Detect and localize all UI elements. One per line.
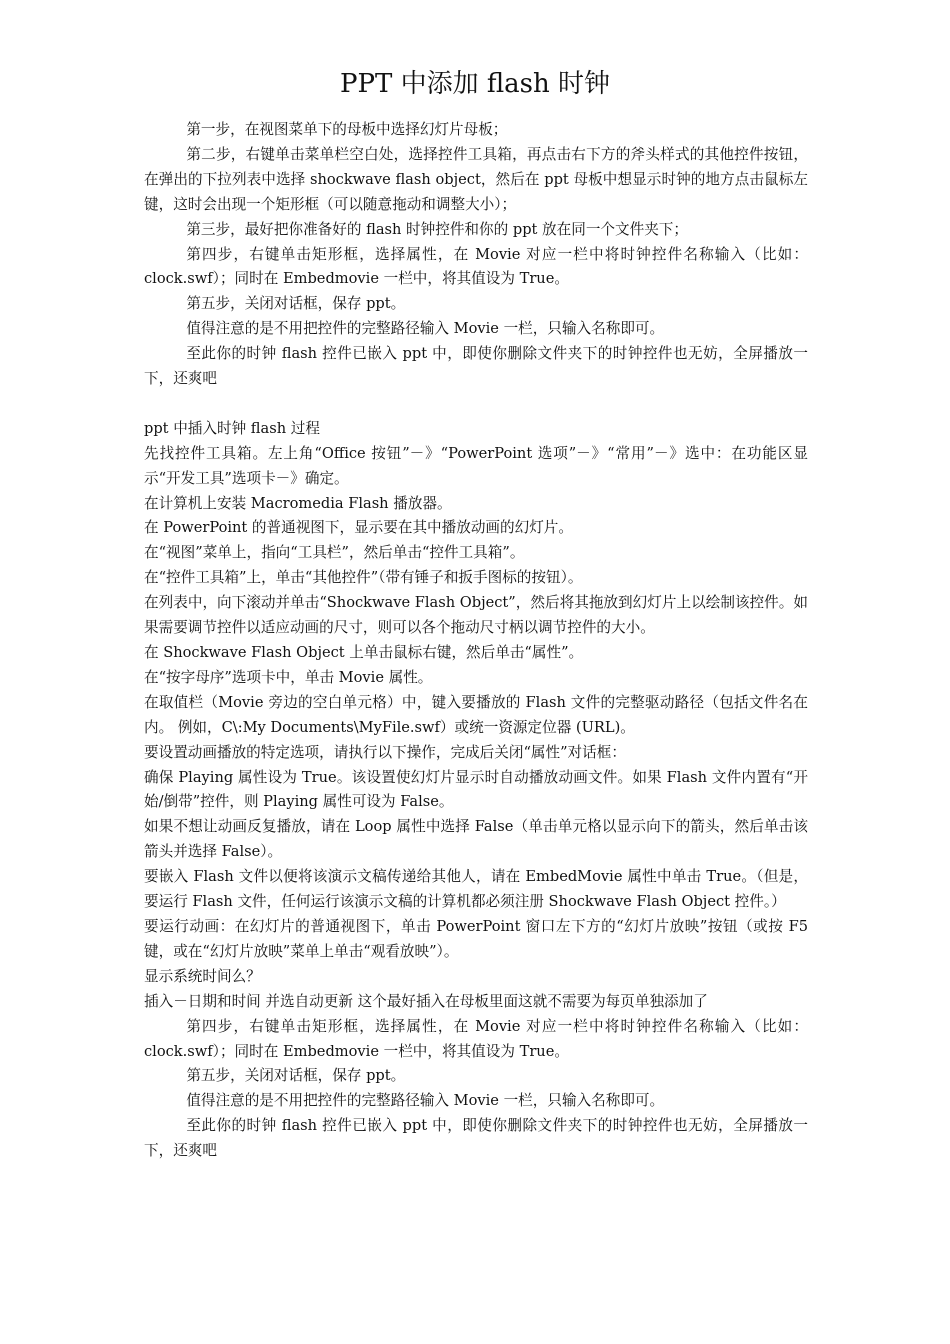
paragraph: 第五步，关闭对话框，保存 ppt。	[186, 1067, 406, 1085]
document-title: PPT 中添加 flash 时钟	[339, 69, 611, 99]
paragraph: 第四步，右键单击矩形框，选择属性，在 Movie 对应一栏中将时钟控件名称输入（比如：clock.swf）；同时在 Embedmovie 一栏中，将其值设为 True。	[144, 1017, 808, 1060]
section-heading: ppt 中插入时钟 flash 过程	[144, 419, 320, 437]
paragraph: 在“视图”菜单上，指向“工具栏”，然后单击“控件工具箱”。	[144, 544, 525, 562]
paragraph: 在 Shockwave Flash Object 上单击鼠标右键，然后单击“属性”。	[144, 644, 584, 662]
paragraph: 显示系统时间么？	[144, 967, 261, 985]
paragraph: 第四步，右键单击矩形框，选择属性，在 Movie 对应一栏中将时钟控件名称输入（比如：clock.swf）；同时在 Embedmovie 一栏中，将其值设为 True。	[144, 245, 808, 288]
paragraph: 第五步，关闭对话框，保存 ppt。	[186, 295, 406, 313]
paragraph: 在“按字母序”选项卡中，单击 Movie 属性。	[144, 668, 433, 686]
paragraph: 第一步，在视图菜单下的母板中选择幻灯片母板；	[186, 121, 508, 138]
paragraph: 插入－日期和时间 并选自动更新 这个最好插入在母板里面这就不需要为每页单独添加了	[144, 992, 708, 1010]
paragraph: 在“控件工具箱”上，单击“其他控件”（带有锤子和扳手图标的按钮）。	[144, 569, 583, 587]
paragraph: 确保 Playing 属性设为 True。该设置使幻灯片显示时自动播放动画文件。如果 Flash 文件内置有“开始/倒带”控件，则 Playing 属性可设为 False。	[144, 768, 808, 811]
paragraph: 值得注意的是不用把控件的完整路径输入 Movie 一栏，只输入名称即可。	[186, 320, 665, 338]
paragraph: 要运行动画：在幻灯片的普通视图下，单击 PowerPoint 窗口左下方的“幻灯片放映”按钮（或按 F5 键，或在“幻灯片放映”菜单上单击“观看放映”）。	[144, 917, 808, 960]
paragraph: 在 PowerPoint 的普通视图下，显示要在其中播放动画的幻灯片。	[144, 519, 573, 537]
paragraph: 在列表中，向下滚动并单击“Shockwave Flash Object”，然后将其拖放到幻灯片上以绘制该控件。如果需要调节控件以适应动画的尺寸，则可以各个拖动尺寸柄以调节控件的大小。	[144, 594, 808, 637]
document-body	[144, 118, 808, 1164]
paragraph: 如果不想让动画反复播放，请在 Loop 属性中选择 False（单击单元格以显示向下的箭头，然后单击该箭头并选择 False）。	[144, 818, 808, 861]
blank-line	[144, 392, 808, 417]
paragraph: 要设置动画播放的特定选项，请执行以下操作，完成后关闭“属性”对话框：	[144, 743, 626, 761]
paragraph: 第三步，最好把你准备好的 flash 时钟控件和你的 ppt 放在同一个文件夹下；	[186, 220, 688, 238]
paragraph: 第二步，右键单击菜单栏空白处，选择控件工具箱，再点击右下方的斧头样式的其他控件按钮，在弹出的下拉列表中选择 shockwave flash object，然后在 ppt 母板中想显示时钟的地方点击鼠标左键，这时会出现一个矩形框（可以随意拖动和调整大小）；	[144, 145, 808, 213]
paragraph: 至此你的时钟 flash 控件已嵌入 ppt 中，即使你删除文件夹下的时钟控件也无妨，全屏播放一下，还爽吧	[144, 345, 808, 388]
paragraph: 在取值栏（Movie 旁边的空白单元格）中，键入要播放的 Flash 文件的完整驱动路径（包括文件名在内。 例如，C\:My Documents\MyFile.swf）或统一资源定位器 (URL)。	[144, 693, 808, 736]
paragraph: 在计算机上安装 Macromedia Flash 播放器。	[144, 494, 452, 512]
paragraph: 先找控件工具箱。左上角“Office 按钮”－》“PowerPoint 选项”－》“常用”－》选中：在功能区显示“开发工具”选项卡－》确定。	[144, 444, 808, 487]
paragraph: 要嵌入 Flash 文件以便将该演示文稿传递给其他人，请在 EmbedMovie 属性中单击 True。（但是，要运行 Flash 文件，任何运行该演示文稿的计算机都必须注册 Shockwave Flash Object 控件。）	[144, 868, 808, 911]
paragraph: 值得注意的是不用把控件的完整路径输入 Movie 一栏，只输入名称即可。	[186, 1092, 665, 1110]
paragraph: 至此你的时钟 flash 控件已嵌入 ppt 中，即使你删除文件夹下的时钟控件也无妨，全屏播放一下，还爽吧	[144, 1117, 808, 1160]
